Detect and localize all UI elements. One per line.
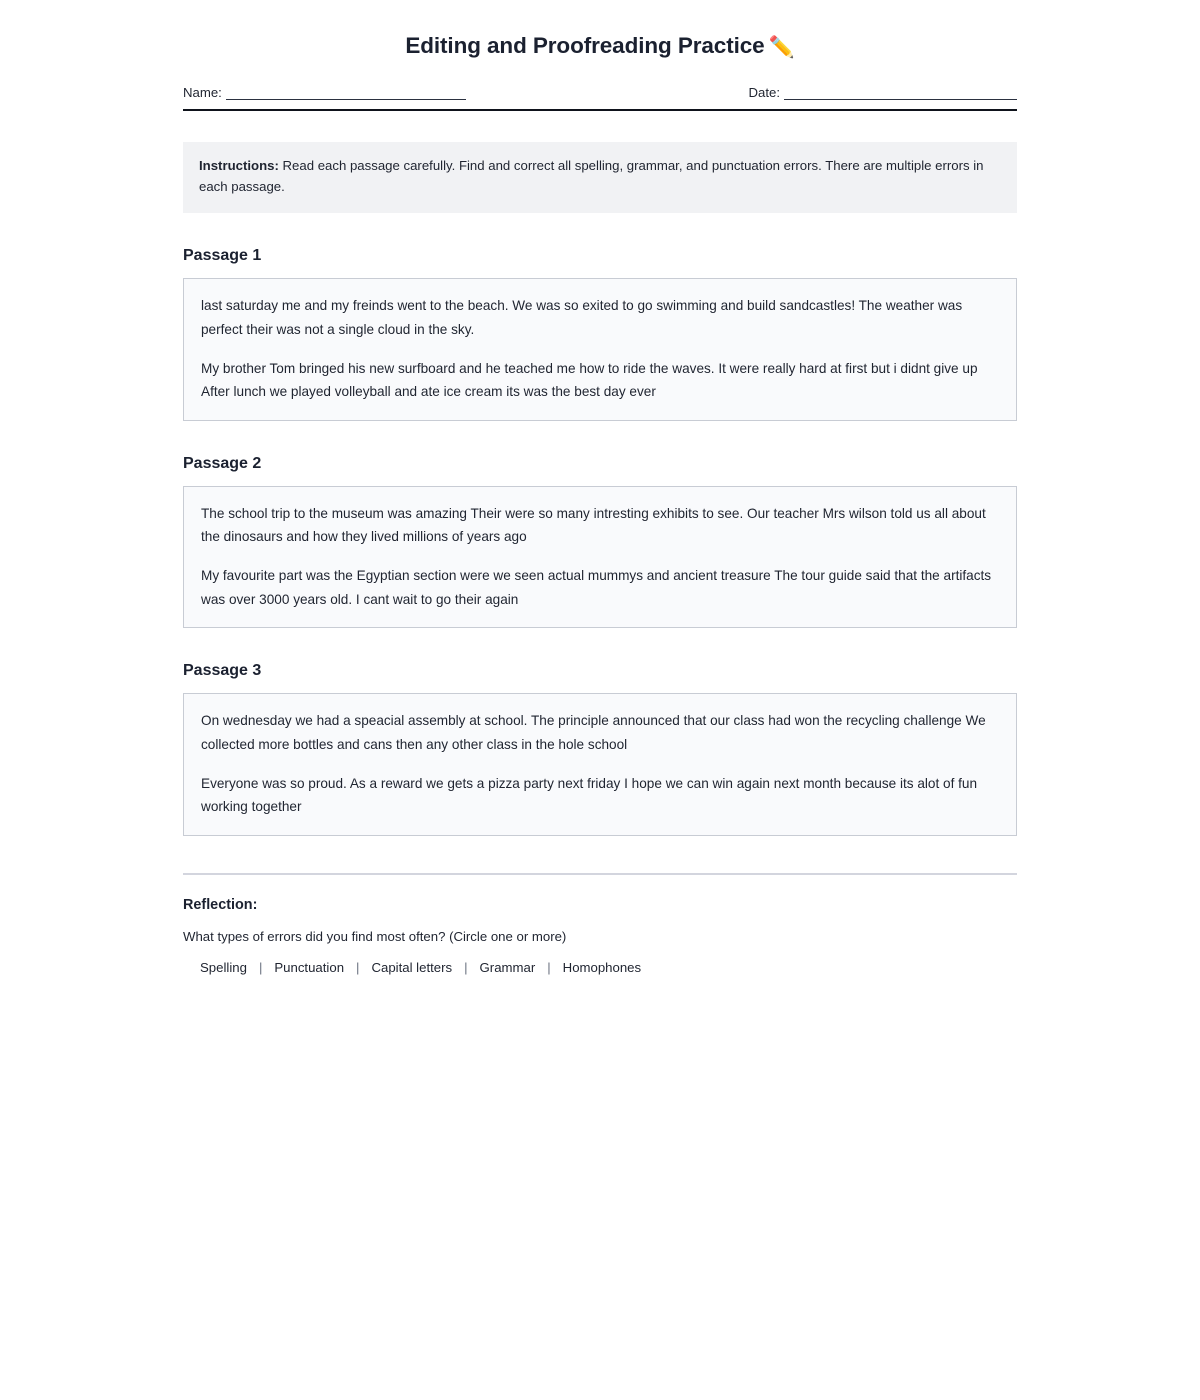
name-date-row <box>183 85 1017 104</box>
reflection-option-homophones[interactable]: Homophones <box>562 960 642 976</box>
pencil-icon: ✏️ <box>768 36 795 59</box>
reflection-heading: Reflection: <box>183 896 258 913</box>
reflection-option-spelling[interactable]: Spelling <box>200 960 247 976</box>
date-field[interactable] <box>748 85 1017 100</box>
header-rule <box>183 109 1017 111</box>
option-separator: | <box>356 960 360 976</box>
passage-box-1[interactable] <box>183 278 1017 421</box>
passage-paragraph: My favourite part was the Egyptian section were we seen actual mummys and ancient treasure The tour guide said that the artifacts was over 3000 years old. I cant wait to go their again <box>201 568 992 607</box>
reflection-block <box>183 897 1017 976</box>
passage-block-2 <box>183 455 1017 629</box>
instructions-label: Instructions: <box>199 158 279 174</box>
date-blank-line[interactable] <box>784 86 1017 100</box>
reflection-option-capital-letters[interactable]: Capital letters <box>371 960 453 976</box>
passage-paragraph: Everyone was so proud. As a reward we gets a pizza party next friday I hope we can win again next month because its alot of fun working together <box>201 775 978 815</box>
passage-block-3 <box>183 662 1017 836</box>
reflection-options <box>183 960 1017 975</box>
passage-box-3[interactable] <box>183 693 1017 836</box>
page-title-text: Editing and Proofreading Practice <box>405 33 765 58</box>
section-divider <box>183 873 1017 875</box>
option-separator: | <box>464 960 468 976</box>
page-title <box>183 32 1017 61</box>
instructions-text: Read each passage carefully. Find and correct all spelling, grammar, and punctuation errors. There are multiple errors in each passage. <box>199 158 984 194</box>
instructions-box <box>183 142 1017 213</box>
passage-box-2[interactable] <box>183 486 1017 629</box>
passage-paragraph: The school trip to the museum was amazing Their were so many intresting exhibits to see. Our teacher Mrs wilson told us all about the dinosaurs and how they lived millions of years ago <box>201 505 986 545</box>
reflection-option-grammar[interactable]: Grammar <box>479 960 536 976</box>
reflection-option-punctuation[interactable]: Punctuation <box>274 960 345 976</box>
name-blank-line[interactable] <box>226 86 466 100</box>
passage-paragraph: last saturday me and my freinds went to the beach. We was so exited to go swimming and build sandcastles! The weather was perfect their was not a single cloud in the sky. <box>201 298 963 337</box>
passage-paragraph: My brother Tom bringed his new surfboard and he teached me how to ride the waves. It were really hard at first but i didnt give up After lunch we played volleyball and ate ice cream its was the best day ever <box>201 360 978 400</box>
option-separator: | <box>258 960 263 976</box>
passage-block-1 <box>183 247 1017 421</box>
date-label: Date: <box>748 85 780 101</box>
passage-heading-1: Passage 1 <box>183 247 262 265</box>
worksheet-sheet <box>183 32 1017 975</box>
option-separator: | <box>547 960 551 976</box>
passage-heading-3: Passage 3 <box>183 662 262 680</box>
reflection-question: What types of errors did you find most often? (Circle one or more) <box>183 928 567 944</box>
name-label: Name: <box>183 85 222 101</box>
name-field[interactable] <box>183 85 466 100</box>
passage-paragraph: On wednesday we had a speacial assembly at school. The principle announced that our class had won the recycling challenge We collected more bottles and cans then any other class in the hole school <box>201 713 986 752</box>
passage-heading-2: Passage 2 <box>183 454 262 472</box>
